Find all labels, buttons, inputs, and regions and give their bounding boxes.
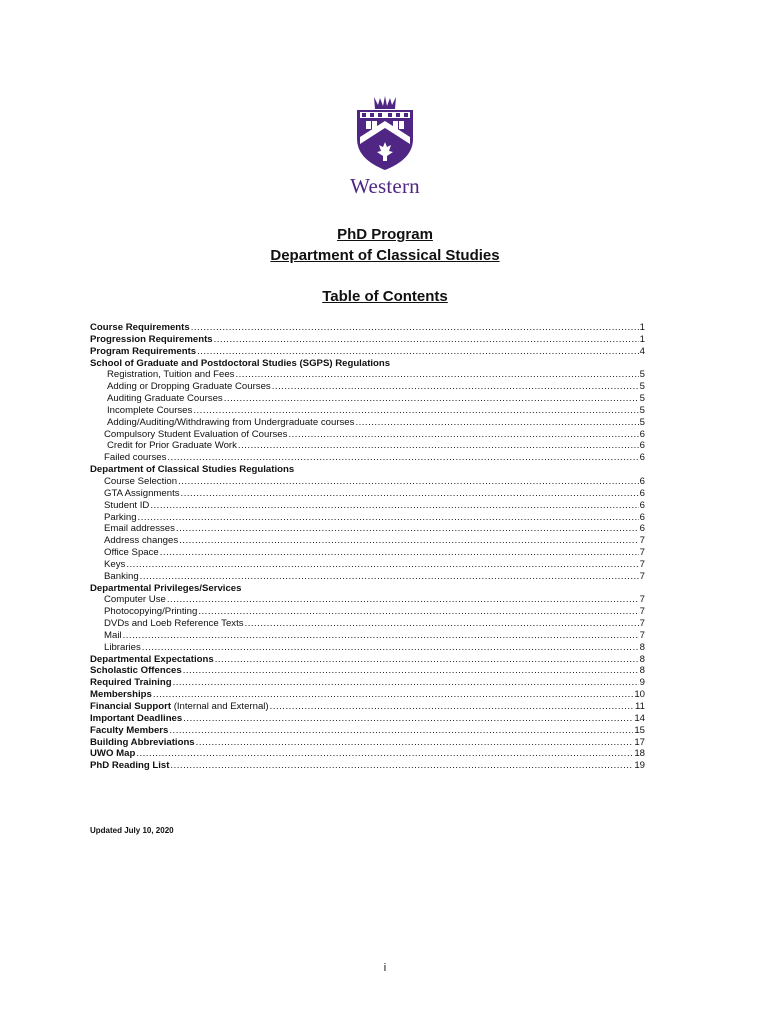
toc-entry[interactable] <box>90 642 645 654</box>
toc-entry-label: Student ID <box>104 499 150 511</box>
toc-leader-dots <box>169 725 633 737</box>
toc-entry-label: Banking <box>104 570 139 582</box>
toc-leader-dots <box>126 559 638 571</box>
toc-entry-label: Keys <box>104 558 126 570</box>
toc-entry[interactable] <box>90 689 645 701</box>
toc-entry-label: Email addresses <box>104 523 175 535</box>
toc-entry-label: Building Abbreviations <box>90 736 195 748</box>
toc-entry[interactable] <box>90 618 645 630</box>
toc-leader-dots <box>191 322 639 334</box>
table-of-contents <box>90 322 645 772</box>
toc-leader-dots <box>198 606 638 618</box>
toc-leader-dots <box>136 748 633 760</box>
toc-leader-dots <box>173 677 639 689</box>
toc-entry[interactable] <box>90 512 645 524</box>
toc-entry-page: 7 <box>639 570 645 582</box>
toc-entry-suffix: (Internal and External) <box>171 701 269 712</box>
toc-entry-label: Departmental Expectations <box>90 653 214 665</box>
toc-entry[interactable] <box>90 334 645 346</box>
toc-entry-page: 5 <box>639 404 645 416</box>
toc-entry-page: 5 <box>639 393 645 405</box>
toc-leader-dots <box>153 689 633 701</box>
toc-entry-label: Faculty Members <box>90 724 169 736</box>
toc-leader-dots <box>224 393 639 405</box>
toc-entry-label: Auditing Graduate Courses <box>107 393 223 405</box>
toc-entry-page: 6 <box>639 428 645 440</box>
toc-entry[interactable] <box>90 464 645 476</box>
toc-leader-dots <box>167 452 638 464</box>
toc-leader-dots <box>142 642 639 654</box>
toc-entry-page: 11 <box>635 701 645 712</box>
toc-leader-dots <box>179 535 639 547</box>
toc-entry-label: Compulsory Student Evaluation of Courses <box>104 428 288 440</box>
toc-entry[interactable] <box>90 535 645 547</box>
toc-entry-page: 1 <box>639 333 645 345</box>
crest-icon <box>354 95 416 171</box>
toc-entry-label: DVDs and Loeb Reference Texts <box>104 618 244 630</box>
toc-leader-dots <box>193 405 638 417</box>
toc-leader-dots <box>178 476 639 488</box>
toc-entry[interactable] <box>90 559 645 571</box>
toc-entry-page: 5 <box>639 416 645 428</box>
toc-leader-dots <box>176 523 639 535</box>
toc-entry-page: 4 <box>639 345 645 357</box>
toc-leader-dots <box>197 346 639 358</box>
toc-entry[interactable] <box>90 665 645 677</box>
toc-entry-page: 6 <box>639 511 645 523</box>
toc-entry-label: Department of Classical Studies Regulations <box>90 464 295 476</box>
toc-entry-page: 7 <box>639 629 645 641</box>
toc-entry[interactable] <box>90 654 645 666</box>
western-logo <box>335 95 435 199</box>
toc-entry-page: 6 <box>639 487 645 499</box>
toc-entry-page: 6 <box>639 440 645 452</box>
toc-entry-page: 17 <box>634 736 645 748</box>
toc-entry-page: 10 <box>634 689 645 701</box>
toc-entry[interactable] <box>90 630 645 642</box>
toc-entry-label: Computer Use <box>104 594 166 606</box>
toc-entry-page: 7 <box>639 547 645 559</box>
toc-entry[interactable] <box>90 701 645 713</box>
toc-leader-dots <box>272 381 639 393</box>
toc-entry-label: Adding or Dropping Graduate Courses <box>107 381 271 393</box>
toc-entry[interactable] <box>90 369 645 381</box>
page-number: i <box>383 962 387 974</box>
toc-leader-dots <box>235 369 638 381</box>
toc-leader-dots <box>181 488 639 500</box>
toc-entry[interactable] <box>90 476 645 488</box>
toc-entry-label: Memberships <box>90 689 152 701</box>
toc-leader-dots <box>167 594 639 606</box>
toc-entry[interactable] <box>90 713 645 725</box>
logo-wordmark: Western <box>350 174 420 198</box>
toc-entry[interactable] <box>90 322 645 334</box>
toc-entry-page: 7 <box>639 594 645 606</box>
toc-entry-label: Departmental Privileges/Services <box>90 582 242 594</box>
toc-heading: Table of Contents <box>322 288 448 305</box>
toc-entry-label: School of Graduate and Postdoctoral Studies (SGPS) Regulations <box>90 357 391 369</box>
toc-entry-label: Course Selection <box>104 475 178 487</box>
toc-entry-label: Scholastic Offences <box>90 665 182 677</box>
toc-leader-dots <box>140 571 639 583</box>
toc-entry[interactable] <box>90 500 645 512</box>
toc-entry-label: Registration, Tuition and Fees <box>107 369 235 381</box>
toc-leader-dots <box>288 429 638 441</box>
toc-entry[interactable] <box>90 429 645 441</box>
toc-entry-label: Address changes <box>104 535 179 547</box>
toc-entry-label: Incomplete Courses <box>107 404 193 416</box>
toc-entry-label: Parking <box>104 511 137 523</box>
toc-entry-page: 6 <box>639 475 645 487</box>
toc-leader-dots <box>183 665 639 677</box>
toc-entry-page: 7 <box>639 618 645 630</box>
toc-entry[interactable] <box>90 748 645 760</box>
toc-entry-page: 15 <box>634 724 645 736</box>
toc-leader-dots <box>214 334 639 346</box>
toc-leader-dots <box>150 500 638 512</box>
toc-entry-page: 5 <box>639 381 645 393</box>
toc-entry-label: Photocopying/Printing <box>104 606 198 618</box>
toc-entry[interactable] <box>90 488 645 500</box>
toc-entry-page: 7 <box>639 606 645 618</box>
toc-entry[interactable] <box>90 346 645 358</box>
toc-leader-dots <box>138 512 639 524</box>
toc-entry-page: 7 <box>639 535 645 547</box>
toc-entry-label: PhD Reading List <box>90 760 170 772</box>
toc-entry-page: 8 <box>639 665 645 677</box>
toc-entry[interactable] <box>90 594 645 606</box>
toc-leader-dots <box>245 618 639 630</box>
toc-entry[interactable] <box>90 606 645 618</box>
toc-entry[interactable] <box>90 760 645 772</box>
toc-entry-page: 5 <box>639 369 645 381</box>
toc-entry[interactable] <box>90 381 645 393</box>
toc-leader-dots <box>215 654 639 666</box>
toc-entry[interactable] <box>90 725 645 737</box>
toc-entry[interactable] <box>90 452 645 464</box>
toc-entry-label: UWO Map <box>90 748 136 760</box>
toc-entry-page: 18 <box>634 748 645 760</box>
toc-entry-page: 6 <box>639 499 645 511</box>
toc-leader-dots <box>270 701 634 713</box>
title-line-2: Department of Classical Studies <box>270 247 500 264</box>
toc-entry-page: 6 <box>639 523 645 535</box>
toc-entry-label: GTA Assignments <box>104 487 180 499</box>
toc-entry-label: Mail <box>104 629 122 641</box>
title-line-1: PhD Program <box>337 226 433 243</box>
toc-entry[interactable] <box>90 737 645 749</box>
toc-entry[interactable] <box>90 583 645 595</box>
toc-entry[interactable] <box>90 547 645 559</box>
toc-entry-label: Office Space <box>104 547 159 559</box>
toc-entry-label: Progression Requirements <box>90 333 213 345</box>
toc-leader-dots <box>196 737 634 749</box>
toc-entry-label: Important Deadlines <box>90 712 183 724</box>
toc-entry-label: Financial Support (Internal and External) <box>90 701 269 712</box>
toc-entry-page: 8 <box>639 641 645 653</box>
updated-date: Updated July 10, 2020 <box>90 826 174 835</box>
toc-entry-label: Program Requirements <box>90 345 197 357</box>
toc-entry-page: 19 <box>634 760 645 772</box>
toc-leader-dots <box>183 713 633 725</box>
toc-entry-label: Course Requirements <box>90 322 190 333</box>
toc-entry[interactable] <box>90 417 645 429</box>
toc-entry-label: Failed courses <box>104 452 167 464</box>
toc-entry-page: 7 <box>639 558 645 570</box>
toc-leader-dots <box>355 417 638 429</box>
toc-entry-label: Required Training <box>90 677 172 689</box>
toc-entry[interactable] <box>90 405 645 417</box>
toc-leader-dots <box>238 440 639 452</box>
document-title <box>0 224 770 266</box>
toc-leader-dots <box>160 547 639 559</box>
toc-entry-page: 1 <box>639 322 645 333</box>
toc-entry[interactable] <box>90 358 645 370</box>
toc-entry[interactable] <box>90 393 645 405</box>
toc-entry-page: 8 <box>639 653 645 665</box>
toc-leader-dots <box>170 760 633 772</box>
toc-entry-page: 14 <box>634 712 645 724</box>
toc-entry-page: 6 <box>639 452 645 464</box>
toc-entry-label: Adding/Auditing/Withdrawing from Undergraduate courses <box>107 416 355 428</box>
toc-entry[interactable] <box>90 571 645 583</box>
toc-entry-page: 9 <box>639 677 645 689</box>
toc-entry-label: Credit for Prior Graduate Work <box>107 440 237 452</box>
toc-entry-label: Libraries <box>104 641 141 653</box>
toc-entry[interactable] <box>90 523 645 535</box>
toc-leader-dots <box>123 630 639 642</box>
toc-entry[interactable] <box>90 440 645 452</box>
toc-entry[interactable] <box>90 677 645 689</box>
